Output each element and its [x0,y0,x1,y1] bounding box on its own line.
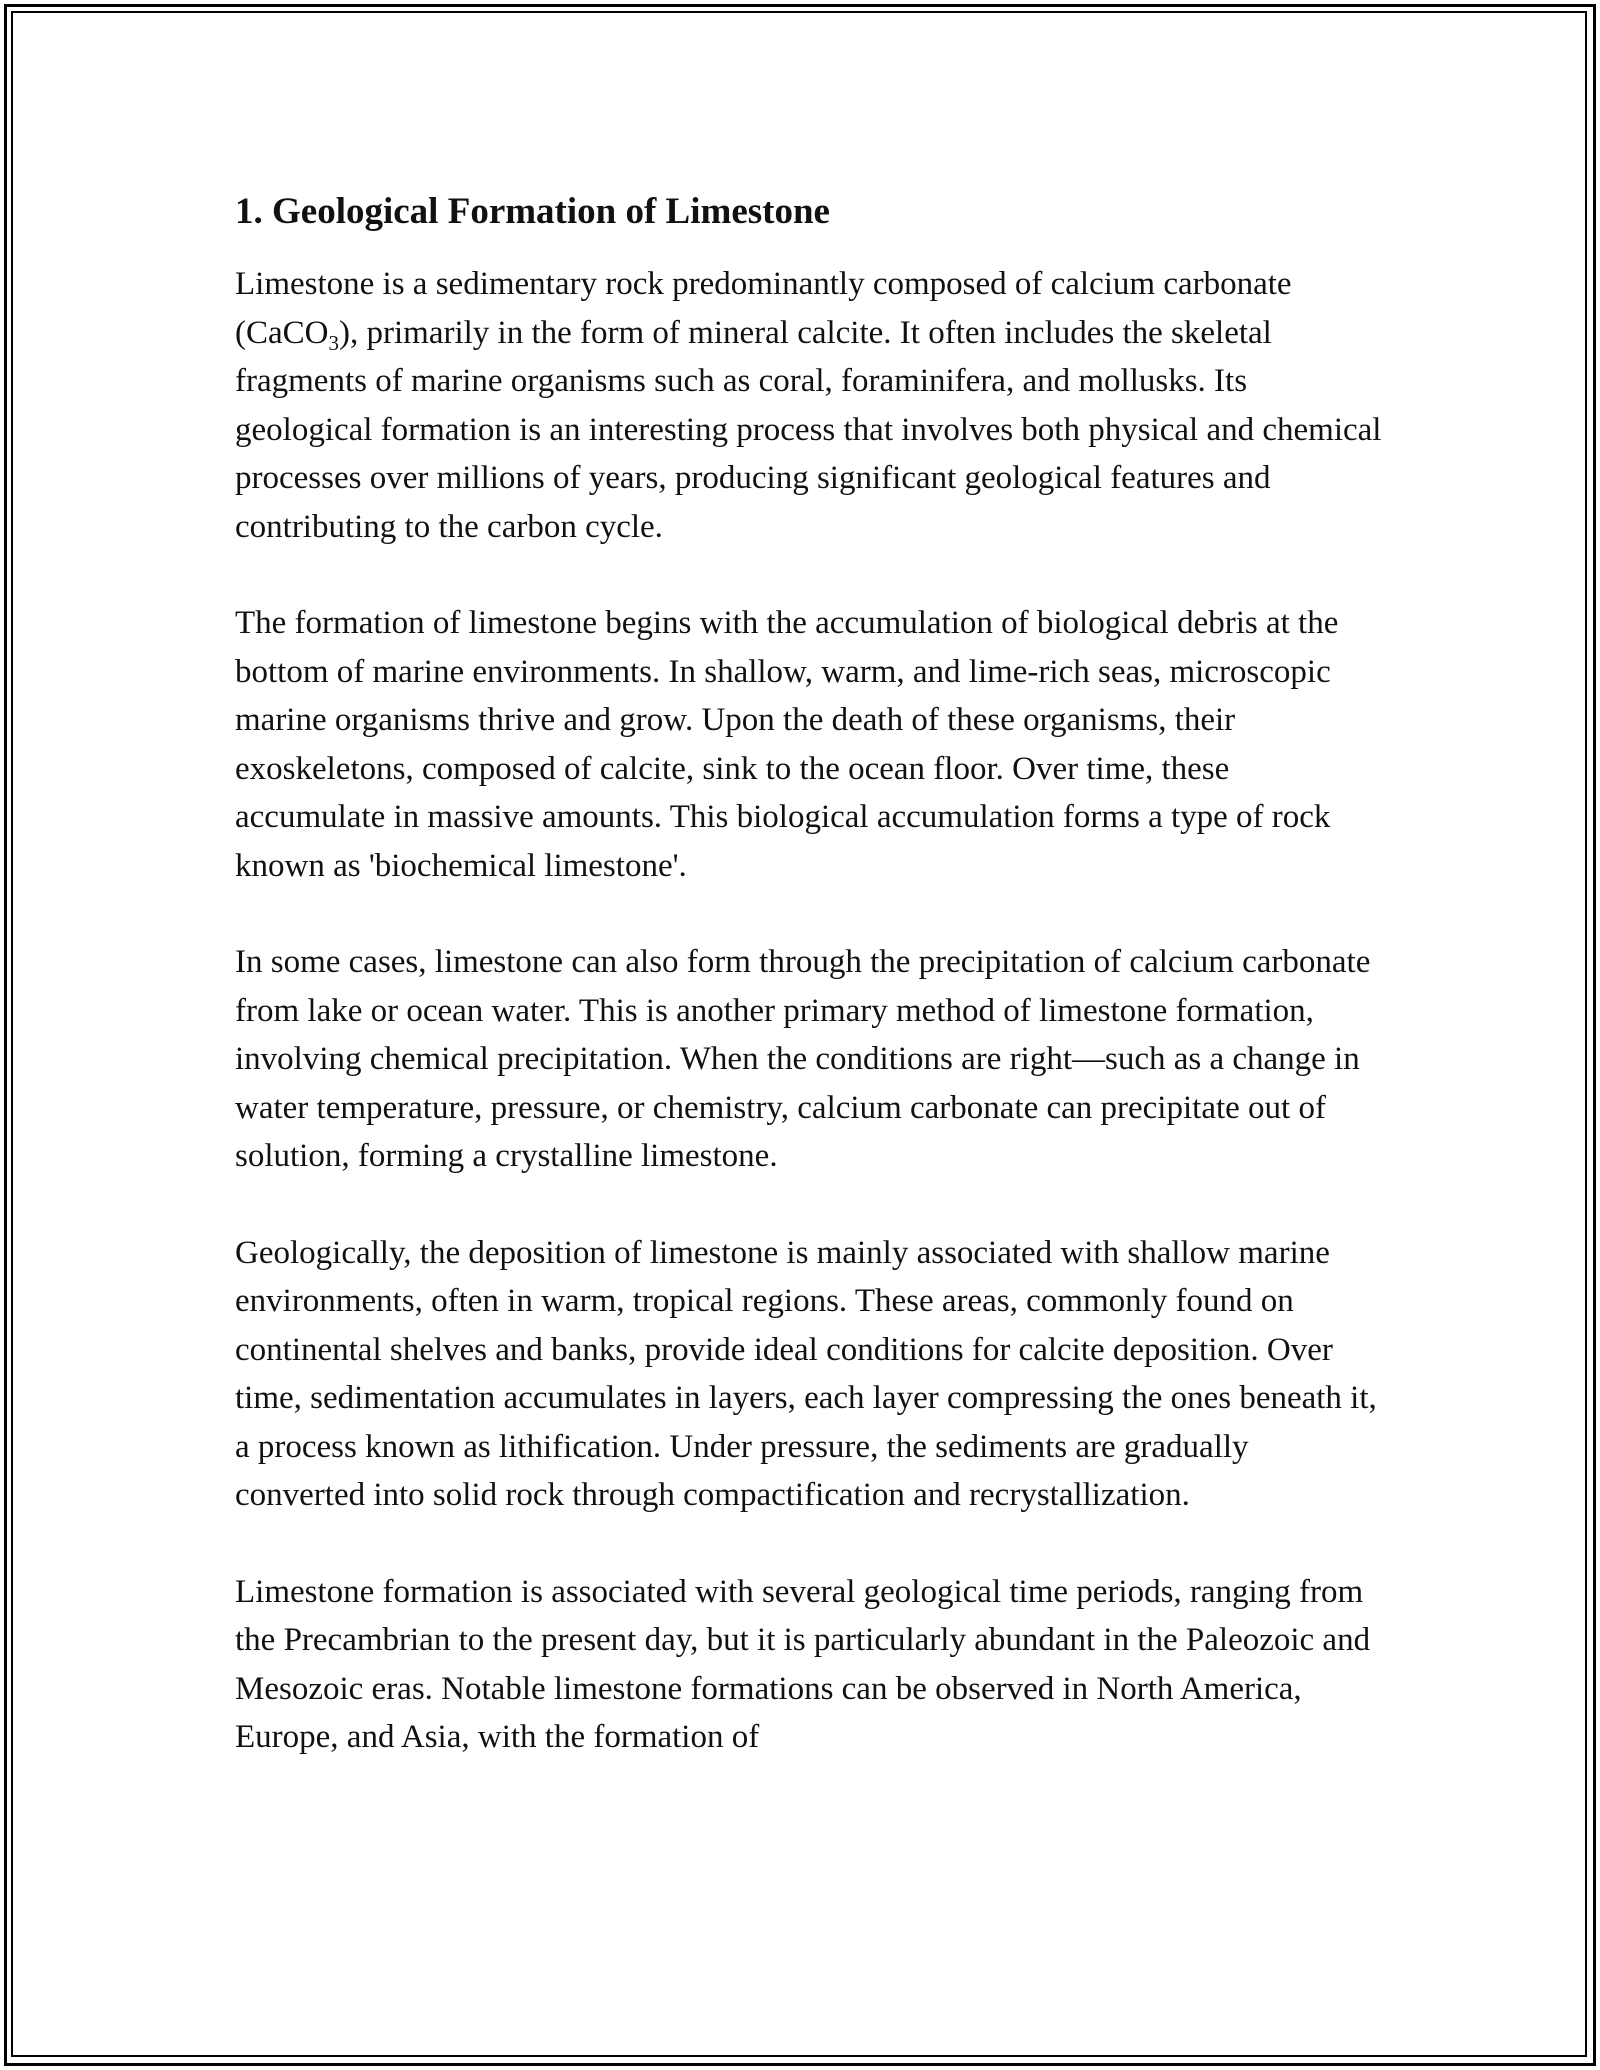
paragraph-5: Limestone formation is associated with several geological time periods, ranging from the Precambrian to the present day, but it is particularly abundant in the Paleozoic and Mesozoic eras. Notable limestone formations can be observed in North America, Europe, and Asia, with the formation of [235,1573,1371,1755]
section-heading: 1. Geological Formation of Limestone [235,191,830,232]
paragraph-3: In some cases, limestone can also form through the precipitation of calcium carbonate from lake or ocean water. This is another primary method of limestone formation, involving chemical precipitation. When the conditions are right—such as a change in water temperature, pressure, or chemistry, calcium carbonate can precipitate out of solution, forming a crystalline limestone. [235,944,1371,1174]
paragraph-1 [235,260,1385,551]
paragraph-1-text-before-formula: Limestone is a sedimentary rock predominantly composed of calcium carbonate ( [235,266,1292,351]
chemical-formula [246,314,339,355]
chemical-formula-main: CaCO [246,314,329,351]
paragraph-2: The formation of limestone begins with the accumulation of biological debris at the bottom of marine environments. In shallow, warm, and lime-rich seas, microscopic marine organisms thrive and grow. Upon the death of these organisms, their exoskeletons, composed of calcite, sink to the ocean floor. Over time, these accumulate in massive amounts. This biological accumulation forms a type of rock known as 'biochemical limestone'. [235,605,1339,884]
paragraph-1-text-after-formula: ), primarily in the form of mineral calcite. It often includes the skeletal fragments of marine organisms such as coral, foraminifera, and mollusks. Its geological formation is an interesting process that involves both physical and chemical processes over millions of years, producing significant geological features and contributing to the carbon cycle. [235,314,1382,545]
chemical-formula-subscript: 3 [328,330,339,355]
paragraph-4: Geologically, the deposition of limestone is mainly associated with shallow marine environments, often in warm, tropical regions. These areas, commonly found on continental shelves and banks, provide ideal conditions for calcite deposition. Over time, sedimentation accumulates in layers, each layer compressing the ones beneath it, a process known as lithification. Under pressure, the sediments are gradually converted into solid rock through compactification and recrystallization. [235,1234,1377,1513]
document-body [235,186,1385,1762]
